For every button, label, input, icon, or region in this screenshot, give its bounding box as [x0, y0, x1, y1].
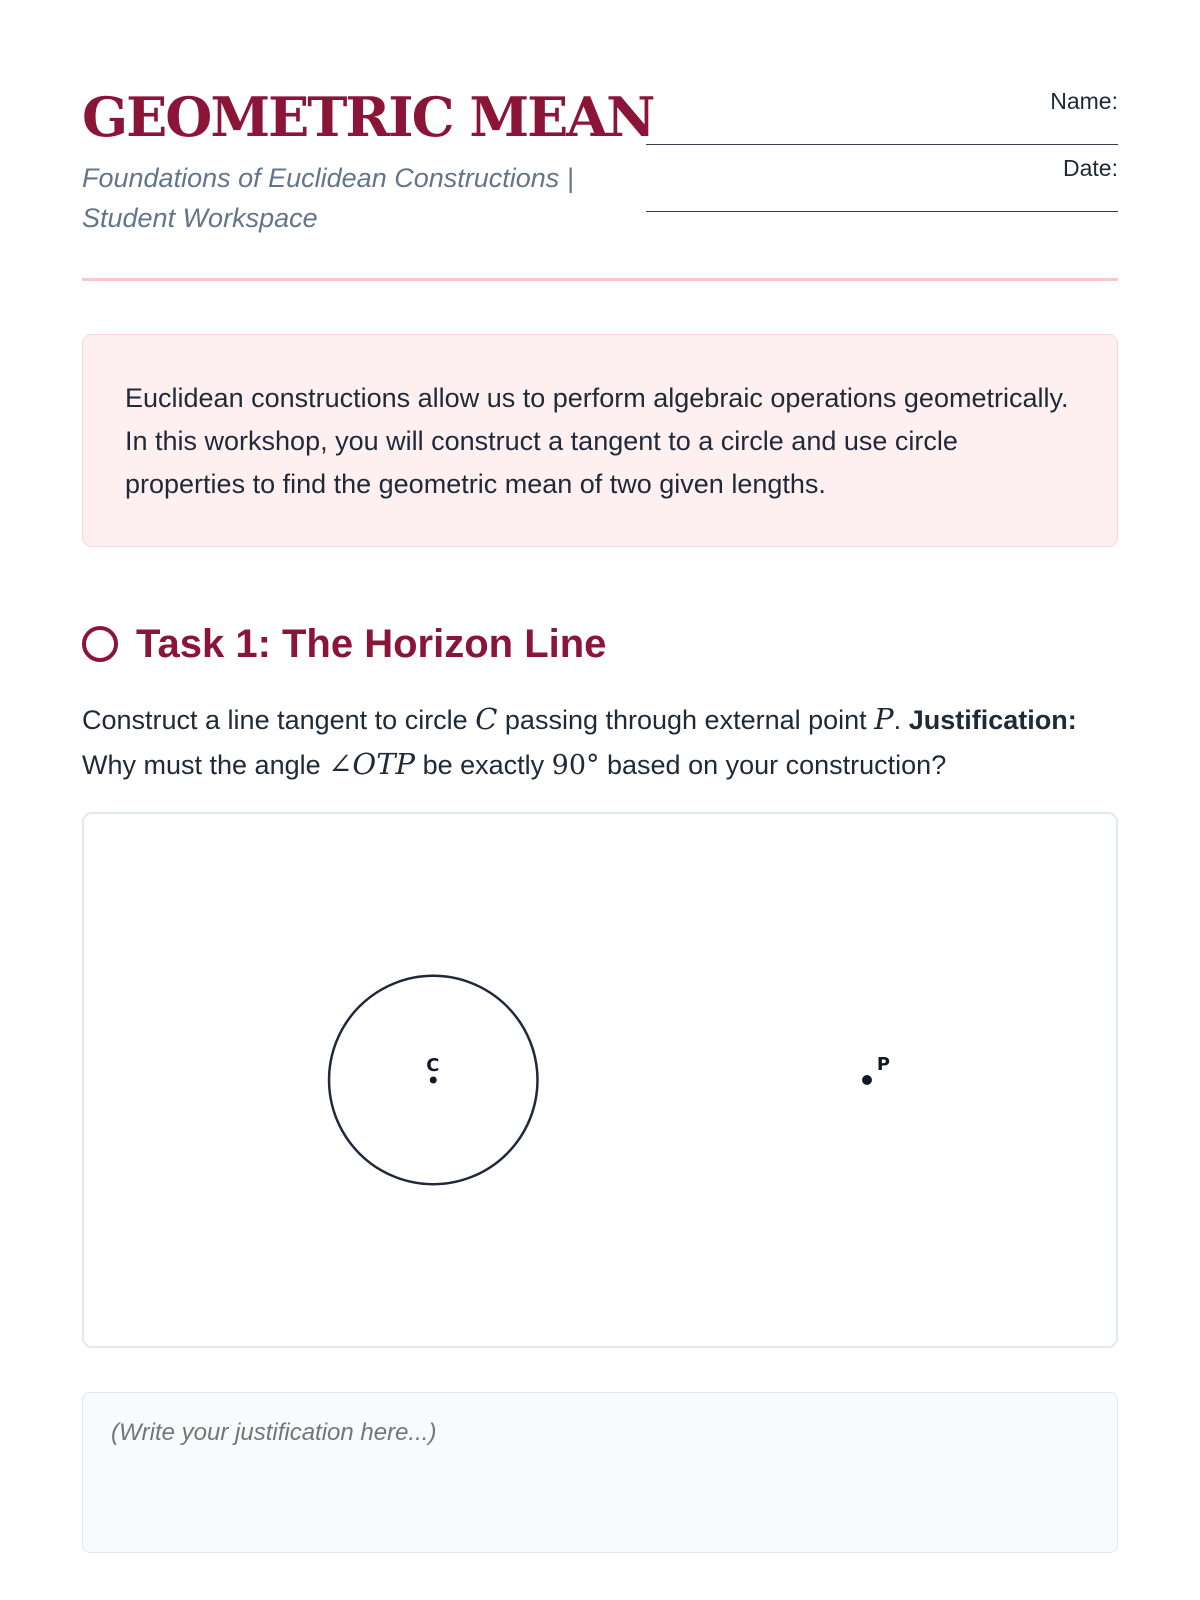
student-fields	[646, 82, 1118, 218]
prompt-text-3: .	[893, 705, 909, 735]
justification-label: Justification:	[908, 705, 1077, 735]
circle-symbol: C	[475, 702, 498, 736]
angle-value: 90°	[551, 750, 600, 781]
prompt-text-2: passing through external point	[497, 705, 875, 735]
page-title: GEOMETRIC MEAN	[82, 85, 654, 149]
prompt-text-4: Why must the angle	[82, 750, 329, 780]
prompt-text-5: be exactly	[415, 750, 552, 780]
justification-input[interactable]	[82, 1392, 1118, 1553]
date-label: Date:	[1063, 155, 1118, 181]
construction-diagram	[84, 814, 1116, 1346]
task-1-header	[82, 614, 606, 674]
point-symbol: P	[874, 702, 894, 736]
circle-icon	[82, 626, 118, 662]
page-subtitle: Foundations of Euclidean Constructions | Student Workspace	[82, 163, 574, 233]
prompt-text-1: Construct a line tangent to circle	[82, 705, 476, 735]
name-field[interactable]	[646, 118, 1118, 145]
point-p-label: P	[876, 1054, 891, 1076]
center-point-c	[430, 1077, 437, 1084]
worksheet-header	[82, 82, 1118, 281]
prompt-text-6: based on your construction?	[599, 750, 947, 780]
task-1-title: Task 1: The Horizon Line	[136, 622, 607, 666]
circle-c-label: C	[426, 1055, 440, 1077]
task-1-prompt	[82, 697, 1118, 788]
intro-box	[82, 334, 1118, 547]
construction-area[interactable]	[82, 812, 1118, 1348]
date-field[interactable]	[646, 185, 1118, 212]
angle-symbol: ∠OTP	[328, 747, 416, 781]
name-label: Name:	[1050, 88, 1118, 114]
external-point-p	[862, 1075, 872, 1085]
intro-text: Euclidean constructions allow us to perform algebraic operations geometrically. In this workshop, you will construct a tangent to a circle and use circle properties to find the geometric mean of two given lengths.	[125, 383, 1069, 499]
